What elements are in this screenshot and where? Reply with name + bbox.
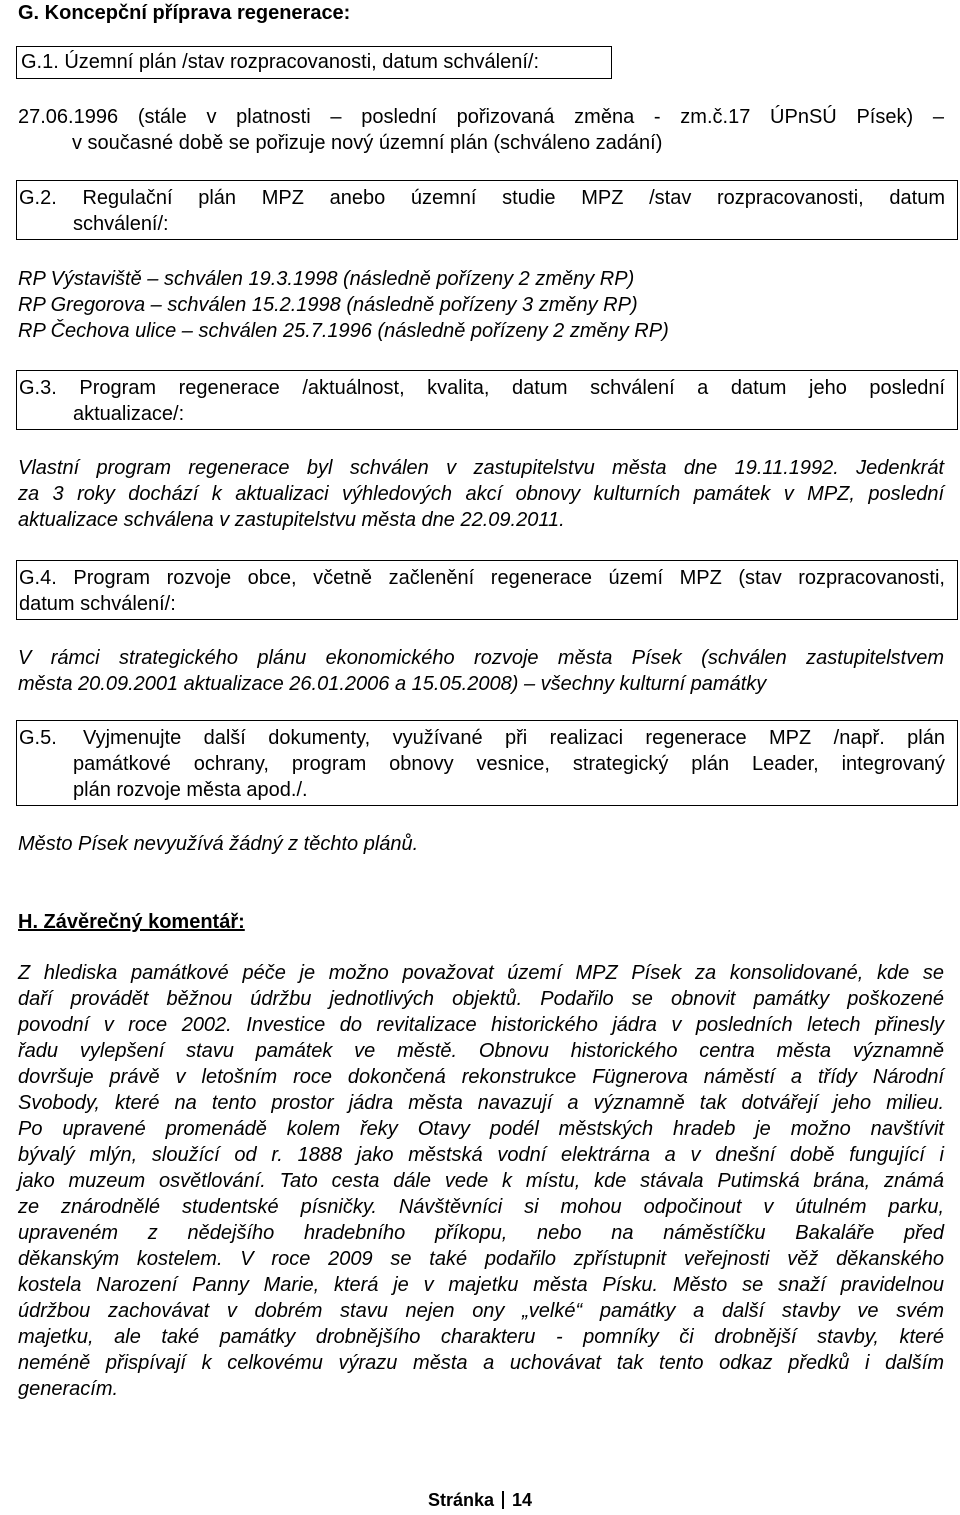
g5-heading-line-1: Vyjmenujte další dokumenty, využívané při realizaci regenerace MPZ /např. plán — [83, 727, 945, 749]
g4-text-line-1: V rámci strategického plánu ekonomického rozvoje města Písek (schválen zastupitelstvem — [18, 647, 944, 669]
g2-heading-line-2: schválení/: — [73, 213, 169, 235]
g4-heading-line-2: datum schválení/: — [19, 593, 176, 615]
g3-text-line-3: aktualizace schválena v zastupitelstvu města dne 22.09.2011. — [18, 509, 565, 531]
h-line-3: povodní v roce 2002. Investice do revitalizace historického jádra v posledních letech přinesly — [18, 1014, 944, 1036]
footer-page-number: 14 — [512, 1490, 533, 1510]
h-line-13: kostela Narození Panny Marie, která je v majetku města Písku. Město se snaží pravidelnou — [18, 1274, 944, 1296]
h-line-9: jako muzeum osvětlování. Tato cesta dále vede k místu, kde stávala Putimská brána, známá — [18, 1170, 944, 1192]
section-g-title: G. Koncepční příprava regenerace: — [18, 2, 351, 24]
h-line-2: daří provádět běžnou údržbu jednotlivých objektů. Podařilo se obnovit památky poškozené — [18, 988, 944, 1010]
g5-text: Město Písek nevyužívá žádný z těchto plánů. — [18, 833, 419, 855]
h-line-1: Z hlediska památkové péče je možno považovat území MPZ Písek za konsolidované, kde se — [18, 962, 944, 984]
h-line-6: Svobody, které na tento prostor jádra města navazují a významně tak dotvářejí jeho milieu. — [18, 1092, 944, 1114]
g3-heading-line-1: G.3. Program regenerace /aktuálnost, kvalita, datum schválení a datum jeho poslední — [19, 377, 945, 399]
h-line-14: údržbou zachovávat v dobrém stavu nejen ony „velké“ památky a další stavby ve svém — [18, 1300, 944, 1322]
g3-heading-line-2: aktualizace/: — [73, 403, 185, 425]
h-line-7: Po upravené promenádě kolem řeky Otavy podél městských hradeb je možno navštívit — [18, 1118, 944, 1140]
g2-item-2: RP Gregorova – schválen 15.2.1998 (následně pořízeny 3 změny RP) — [18, 294, 638, 316]
g1-heading: G.1. Územní plán /stav rozpracovanosti, datum schválení/: — [21, 51, 540, 73]
section-h-title: H. Závěrečný komentář: — [18, 911, 245, 933]
g2-heading-box — [16, 180, 958, 240]
g3-heading-box — [16, 370, 958, 430]
g5-heading-line-2: památkové ochrany, program obnovy vesnice, strategický plán Leader, integrovaný — [73, 753, 945, 775]
g3-text-line-1: Vlastní program regenerace byl schválen v zastupitelstvu města dne 19.11.1992. Jedenkrát — [18, 457, 944, 479]
g5-heading-box — [16, 720, 958, 806]
h-line-17: generacím. — [18, 1378, 119, 1400]
g4-heading-box — [16, 560, 958, 620]
h-line-15: majetku, ale také památky drobnějšího charakteru - pomníky či drobnější stavby, které — [18, 1326, 944, 1348]
g5-number: G.5. — [19, 727, 57, 749]
h-line-8: bývalý mlýn, sloužící od r. 1888 jako městská vodní elektrárna a v dnešní době fungující i — [18, 1144, 944, 1166]
h-line-10: ze znárodnělé studentské písničky. Návštěvníci si mohou odpočinout v útulném parku, — [18, 1196, 944, 1218]
g1-heading-box — [16, 46, 612, 79]
h-line-4: řadu vylepšení stavu památek ve městě. Obnovu historického centra města významně — [18, 1040, 944, 1062]
footer-page-label: Stránka — [427, 1490, 494, 1510]
h-line-12: děkanským kostelem. V roce 2009 se také podařilo zpřístupnit veřejnosti věž děkanského — [18, 1248, 944, 1270]
g5-heading-line-3: plán rozvoje města apod./. — [73, 779, 308, 801]
g4-heading-line-1: G.4. Program rozvoje obce, včetně začlenění regenerace území MPZ (stav rozpracovanosti, — [19, 567, 945, 589]
g2-item-1: RP Výstaviště – schválen 19.3.1998 (následně pořízeny 2 změny RP) — [18, 268, 635, 290]
g4-text-line-2: města 20.09.2001 aktualizace 26.01.2006 a 15.05.2008) – všechny kulturní památky — [18, 673, 767, 695]
g2-item-3: RP Čechova ulice – schválen 25.7.1996 (následně pořízeny 2 změny RP) — [18, 320, 669, 342]
g1-text-line-1: 27.06.1996 (stále v platnosti – poslední pořizovaná změna - zm.č.17 ÚPnSÚ Písek) – — [18, 106, 944, 128]
page-footer — [0, 1490, 960, 1511]
h-line-16: neméně přispívají k celkovému výrazu města a uchovávat tak tento odkaz předků i dalším — [18, 1352, 944, 1374]
h-line-5: dovršuje právě v letošním roce dokončená rekonstrukce Fügnerova náměstí a třídy Národní — [18, 1066, 944, 1088]
g1-text-line-2: v současné době se pořizuje nový územní plán (schváleno zadání) — [72, 132, 663, 154]
footer-separator — [502, 1491, 504, 1509]
g3-text-line-2: za 3 roky dochází k aktualizaci výhledových akcí obnovy kulturních památek v MPZ, poslední — [18, 483, 944, 505]
g2-heading-line-1: G.2. Regulační plán MPZ anebo územní studie MPZ /stav rozpracovanosti, datum — [19, 187, 945, 209]
h-line-11: upraveném z nědejšího hradebního příkopu, nebo na náměstíčku Bakaláře před — [18, 1222, 944, 1244]
